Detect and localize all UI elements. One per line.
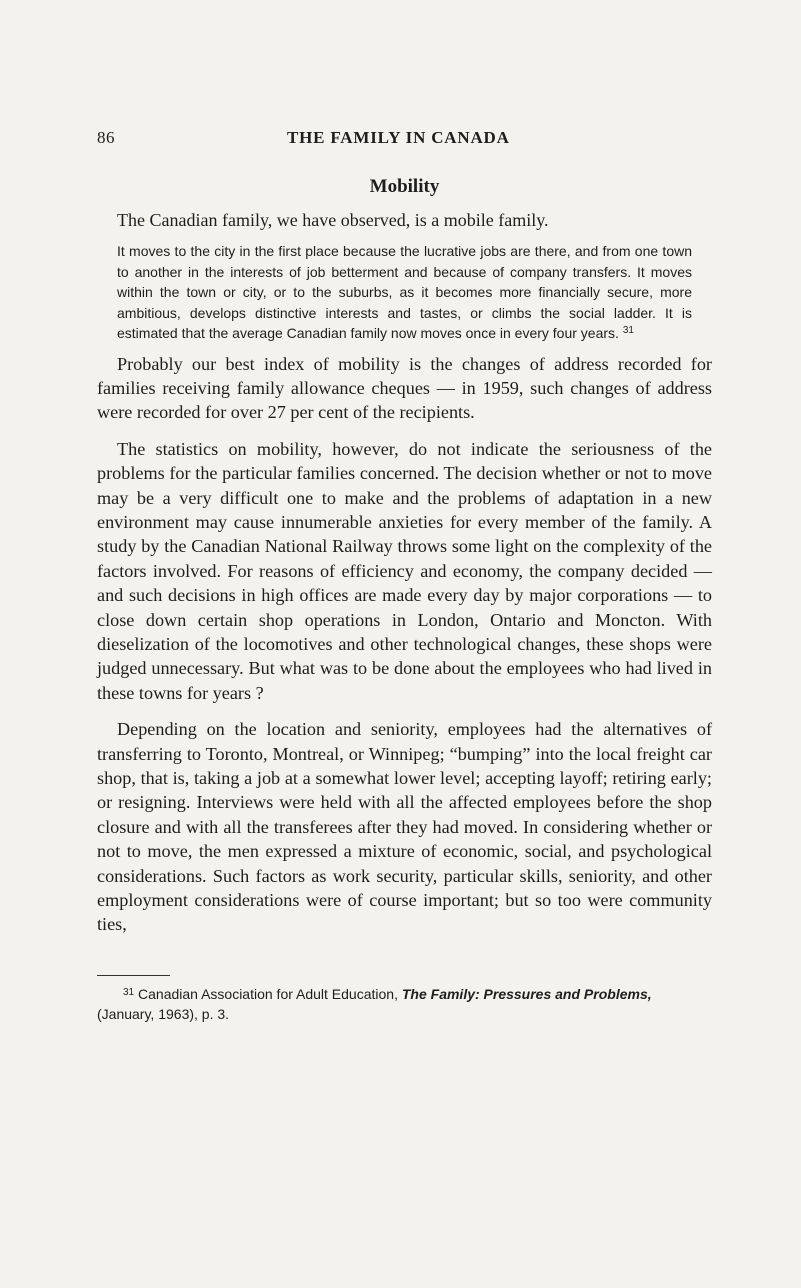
footnote-divider xyxy=(97,975,170,976)
block-quote xyxy=(117,241,692,344)
page-number: 86 xyxy=(97,128,115,147)
footnote-reference[interactable]: 31 xyxy=(622,325,634,336)
footnote-source: Canadian Association for Adult Education, xyxy=(138,985,398,1002)
section-heading: Mobility xyxy=(369,176,440,197)
running-head xyxy=(97,128,712,154)
block-quote-text: It moves to the city in the first place because the lucrative jobs are there, and from one town to another in the interests of job betterment and because of company transfers. It moves within the town or city, or to the suburbs, as it becomes more financially secure, more ambitious, develops distinctive interests and tastes, or climbs the social ladder. It is estimated that the average Canadian family now moves once in every four years. xyxy=(117,243,692,341)
lead-sentence: The Canadian family, we have observed, is a mobile family. xyxy=(117,210,549,230)
book-page xyxy=(97,128,712,1024)
body-paragraph: Probably our best index of mobility is the changes of address recorded for families receiving family allowance cheques — in 1959, such changes of address were recorded for over 27 per cent of the recipients. xyxy=(97,353,712,423)
body-paragraph: The statistics on mobility, however, do not indicate the seriousness of the problems for the particular families concerned. The decision whether or not to move may be a very difficult one to make and the problems of adaptation in a new environment may cause innumerable anxieties for every member of the family. A study by the Canadian National Railway throws some light on the complexity of the factors involved. For reasons of efficiency and economy, the company decided — and such decisions in high offices are made every day by major corporations — to close down certain shop operations in London, Ontario and Moncton. With dieselization of the locomotives and other technological changes, these shops were judged unnecessary. But what was to be done about the employees who had lived in these towns for years ? xyxy=(97,438,712,703)
footnote-mark: 31 xyxy=(123,986,135,998)
body-paragraph: Depending on the location and seniority, employees had the alternatives of transferring to Toronto, Montreal, or Winnipeg; “bumping” into the local freight car shop, that is, taking a job at a somewhat lower level; accepting layoff; retiring early; or resigning. Interviews were held with all the affected employees before the shop closure and with all the transferees after they had moved. In considering whether or not to move, the men expressed a mixture of economic, social, and psychological considerations. Such factors as work security, particular skills, seniority, and other employment considerations were of course important; but so too were community ties, xyxy=(97,719,712,935)
running-title: THE FAMILY IN CANADA xyxy=(287,128,510,147)
footnote-title: The Family: Pressures and Problems, xyxy=(401,985,652,1002)
footnote xyxy=(97,984,712,1024)
footnote-date-page: (January, 1963), p. 3. xyxy=(97,1005,230,1022)
